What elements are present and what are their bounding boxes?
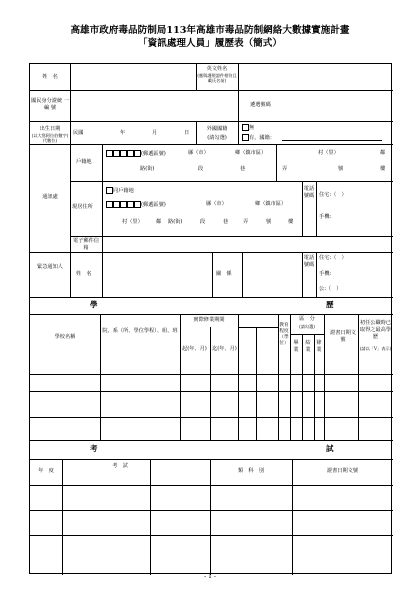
email-label: 電子郵件信箱 bbox=[73, 238, 99, 251]
household-village: 村（里） bbox=[318, 150, 339, 156]
exam-year-header: 年 度 bbox=[38, 468, 54, 474]
household-neighborhood: 鄰 bbox=[380, 150, 386, 156]
current-road: 路(街) bbox=[168, 219, 183, 225]
household-alley: 弄 bbox=[282, 166, 288, 172]
contact-label: 通訊處 bbox=[42, 194, 58, 200]
highest-degree-header: 初任公職時已取得之最高學歷 bbox=[359, 320, 392, 340]
current-number: 號 bbox=[266, 219, 272, 225]
birth-month: 月 bbox=[152, 130, 158, 136]
education-title-left: 學 bbox=[90, 300, 98, 309]
emergency-phone-label: 電話號碼 bbox=[303, 255, 315, 268]
household-postal[interactable]: (郵遞區號) bbox=[106, 150, 166, 158]
exam-category-header: 類 科 別 bbox=[238, 468, 264, 474]
emergency-label: 緊急通知人 bbox=[37, 264, 63, 270]
household-number: 號 bbox=[338, 166, 344, 172]
household-county: 縣（市） bbox=[188, 150, 209, 156]
current-lane: 巷 bbox=[223, 219, 229, 225]
completed-header: 結業 bbox=[305, 340, 311, 353]
highest-degree-note: (請以「V」表示) bbox=[359, 346, 392, 351]
name-label: 姓 名 bbox=[42, 74, 58, 80]
household-lane: 巷 bbox=[240, 166, 246, 172]
checkbox-icon[interactable] bbox=[242, 134, 249, 141]
education-title-right: 歷 bbox=[326, 300, 334, 309]
school-name-header: 學校名稱 bbox=[54, 334, 76, 340]
current-neighborhood: 鄰 bbox=[156, 219, 162, 225]
status-note: (請勾選) bbox=[299, 324, 315, 329]
checkbox-icon[interactable] bbox=[242, 124, 249, 131]
birth-note: (以大寫阿拉伯數字)代數位) bbox=[31, 133, 69, 143]
degree-header: 教育程度（學位） bbox=[279, 323, 289, 346]
household-township: 鄉（鎮市區） bbox=[235, 150, 267, 156]
current-village: 村（里） bbox=[122, 219, 143, 225]
page-number: - 1 - bbox=[204, 573, 216, 580]
exam-title-right: 試 bbox=[326, 444, 334, 453]
same-as-household-option[interactable]: 同戶籍地 bbox=[106, 187, 134, 195]
mobile-phone[interactable]: 手機: bbox=[319, 214, 332, 220]
study-from-header: 起(年、月) bbox=[182, 346, 207, 352]
resume-form bbox=[29, 63, 392, 574]
current-section: 段 bbox=[200, 219, 206, 225]
foreign-note: (請勾選) bbox=[207, 135, 227, 141]
exam-certificate-header: 證書日期文號 bbox=[326, 468, 359, 474]
current-floor: 樓 bbox=[288, 219, 294, 225]
household-label: 戶籍地 bbox=[76, 159, 92, 165]
household-road: 路(街) bbox=[140, 166, 155, 172]
study-to-header: 迄(年、月) bbox=[212, 346, 237, 352]
birth-day: 日 bbox=[184, 130, 190, 136]
emergency-mobile[interactable]: 手機: bbox=[319, 271, 332, 277]
current-address-label: 現居住所 bbox=[72, 204, 93, 210]
graduated-header: 畢業 bbox=[293, 340, 299, 353]
department-header: 院、系（所、學位學程）、組、班 bbox=[102, 328, 178, 334]
household-section: 段 bbox=[198, 166, 204, 172]
exam-name-header: 考 試 bbox=[112, 463, 128, 469]
birth-label: 出生日期 bbox=[39, 126, 61, 132]
home-phone[interactable]: 住宅:（ ） bbox=[319, 192, 347, 198]
checkbox-icon[interactable] bbox=[106, 187, 113, 194]
id-label: 國民身分證統 一 編 號 bbox=[31, 98, 69, 111]
phone-label: 電話號碼 bbox=[303, 186, 315, 199]
status-header: 區 分 bbox=[299, 316, 315, 322]
household-floor: 樓 bbox=[380, 166, 386, 172]
current-township: 鄉（鎮市區） bbox=[255, 201, 287, 207]
birth-era: 民國 bbox=[73, 130, 84, 136]
emergency-office-phone[interactable]: 公:（ ） bbox=[319, 286, 342, 292]
certificate-date-header: 證書日期文號 bbox=[330, 330, 356, 343]
exam-title-left: 考 bbox=[90, 444, 98, 453]
emergency-relation-label: 關 係 bbox=[216, 271, 232, 277]
foreign-none-option[interactable]: 無 bbox=[242, 124, 254, 132]
current-county: 縣（市） bbox=[206, 201, 227, 207]
selection-number-label: 遴選號碼 bbox=[250, 102, 271, 108]
emergency-home-phone[interactable]: 住宅:（ ） bbox=[319, 255, 347, 261]
page-subtitle: 「資訊處理人員」履歷表（簡式） bbox=[138, 38, 282, 49]
foreign-label: 外國國籍 bbox=[206, 126, 228, 132]
english-name-note: (應與護照證件相符且載氏名前) bbox=[197, 73, 237, 83]
birth-year: 年 bbox=[120, 130, 126, 136]
english-name-label: 英文姓名 bbox=[206, 66, 228, 72]
dropped-header: 肄業 bbox=[316, 340, 322, 353]
study-period-header: 實際修業期間 bbox=[193, 317, 225, 323]
current-alley: 弄 bbox=[243, 219, 249, 225]
page-title: 高雄市政府毒品防制局113年高雄市毒品防制網絡大數據實施計畫 bbox=[70, 25, 350, 36]
emergency-name-label: 姓 名 bbox=[76, 271, 92, 277]
foreign-yes-option[interactable]: 有，國籍： bbox=[242, 134, 275, 142]
current-postal[interactable]: (郵遞區號) bbox=[106, 201, 166, 209]
